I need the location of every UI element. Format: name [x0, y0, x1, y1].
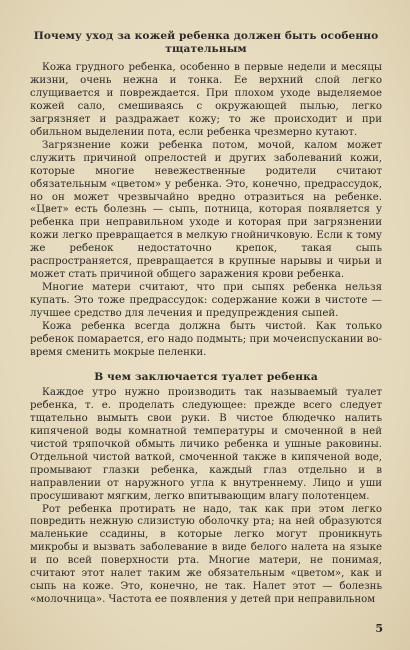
page-number: 5: [375, 622, 383, 635]
paragraph: Каждое утро нужно производить так называемый туалет ребенка, т. е. проделать следующее: прежде всего следует тщательно вымыть свои руки. В чистое блюдечко налить кипяченой воды комнатной температуры и смоченной в ней чистой тряпочкой обмыть личико ребенка и ушные раковины. Отдельной чистой ваткой, смоченной также в кипяченой воде, промывают глазки ребенка, каждый глаз отдельно и в направлении от наружного угла к внутреннему. Лицо и уши просушивают мягким, легко впитывающим влагу полотенцем.: [30, 386, 382, 502]
heading-skin-care: Почему уход за кожей ребенка должен быть особенно тщательным: [33, 30, 379, 55]
paragraph: Кожа ребенка всегда должна быть чистой. Как только ребенок помарается, его надо подмыть; при мочеиспускании во-время сменить мокрые пеленки.: [30, 321, 382, 358]
paragraph: Рот ребенка протирать не надо, так как при этом легко повредить нежную слизистую оболочку рта; на ней образуются маленькие ссадины, в которые легко могут проникнуть микробы и вызвать заболевание в виде белого налета на языке и по всей поверхности рта. Многие матери, не понимая, считают этот налет таким же обязательным «цветом», как и сыпь на коже. Это, конечно, не так. Налет этот — болезнь «молочница». Частота ее появления у детей при неправильном: [30, 503, 382, 606]
paragraph: Многие матери считают, что при сыпях ребенка нельзя купать. Это тоже предрассудок: содержание кожи в чистоте — лучшее средство для лечения и предупреждения сыпей.: [30, 282, 382, 320]
section-skin-care: [30, 62, 382, 360]
paragraph: Загрязнение кожи ребенка потом, мочой, калом может служить причиной опрелостей и других заболеваний кожи, которые многие невежественные родители считают обязательным «цветом» у ребенка. Это, конечно, предрассудок, но он может чрезвычайно вредно отразиться на ребенке. «Цвет» есть болезнь — сыпь, потница, которая появляется у ребенка при неправильном уходе и которая при загрязнении кожи легко превращается в мелкую гнойничковую. Если к тому же ребенок недостаточно крепок, такая сыпь распространяется, превращается в крупные нарывы и чирьи и может стать причиной общего заражения крови ребенка.: [30, 139, 382, 281]
section-toilet: [30, 387, 382, 607]
heading-toilet: В чем заключается туалет ребенка: [94, 370, 318, 383]
paragraph: Кожа грудного ребенка, особенно в первые недели и месяцы жизни, очень нежна и тонка. Ее верхний слой легко слущивается и повреждается. При плохом уходе выделяемое кожей сало, смешиваясь с окружающей пылью, легко загрязняет и раздражает кожу; то же происходит и при обильном выделении пота, если ребенка чрезмерно кутают.: [30, 62, 382, 138]
